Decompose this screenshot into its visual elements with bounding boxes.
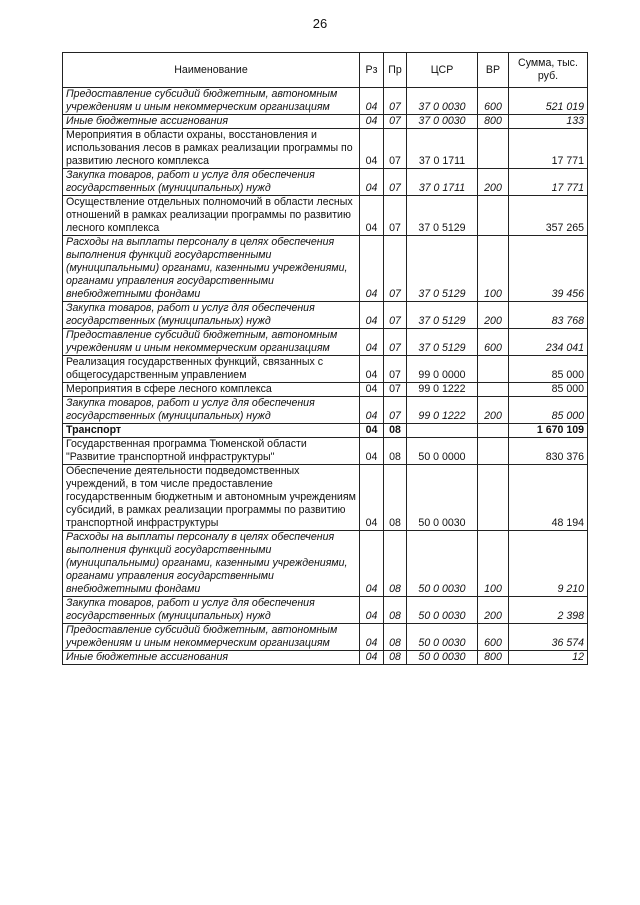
table-row <box>63 651 588 665</box>
cell-sum: 17 771 <box>509 169 588 196</box>
cell-vr <box>478 438 509 465</box>
cell-rz: 04 <box>360 356 384 383</box>
table-row <box>63 597 588 624</box>
cell-rz: 04 <box>360 169 384 196</box>
cell-rz: 04 <box>360 236 384 302</box>
cell-rz: 04 <box>360 88 384 115</box>
cell-csr: 37 0 5129 <box>407 196 478 236</box>
cell-pr: 08 <box>384 597 407 624</box>
cell-vr: 600 <box>478 329 509 356</box>
cell-pr: 07 <box>384 88 407 115</box>
cell-sum: 133 <box>509 115 588 129</box>
header-vr: ВР <box>478 53 509 88</box>
cell-vr <box>478 196 509 236</box>
table-row <box>63 115 588 129</box>
table-row <box>63 383 588 397</box>
cell-pr: 07 <box>384 196 407 236</box>
table-row <box>63 329 588 356</box>
cell-vr <box>478 424 509 438</box>
cell-vr: 800 <box>478 115 509 129</box>
cell-name: Закупка товаров, работ и услуг для обеспечения государственных (муниципальных) нужд <box>63 597 360 624</box>
cell-rz: 04 <box>360 624 384 651</box>
cell-sum: 83 768 <box>509 302 588 329</box>
cell-sum: 17 771 <box>509 129 588 169</box>
cell-sum: 85 000 <box>509 383 588 397</box>
cell-rz: 04 <box>360 597 384 624</box>
cell-name: Транспорт <box>63 424 360 438</box>
cell-rz: 04 <box>360 424 384 438</box>
cell-vr: 800 <box>478 651 509 665</box>
cell-rz: 04 <box>360 531 384 597</box>
cell-name: Расходы на выплаты персоналу в целях обеспечения выполнения функций государственными (муниципальными) органами, казенными учреждениями, органами управления государственными внебюджетными фондами <box>63 531 360 597</box>
table-body <box>63 88 588 665</box>
cell-pr: 08 <box>384 651 407 665</box>
table-row <box>63 302 588 329</box>
cell-sum: 85 000 <box>509 397 588 424</box>
cell-csr: 99 0 1222 <box>407 383 478 397</box>
cell-name: Закупка товаров, работ и услуг для обеспечения государственных (муниципальных) нужд <box>63 302 360 329</box>
cell-csr: 99 0 0000 <box>407 356 478 383</box>
cell-pr: 08 <box>384 624 407 651</box>
cell-vr: 200 <box>478 597 509 624</box>
cell-vr <box>478 356 509 383</box>
cell-csr: 50 0 0030 <box>407 465 478 531</box>
cell-name: Реализация государственных функций, связанных с общегосударственным управлением <box>63 356 360 383</box>
cell-name: Закупка товаров, работ и услуг для обеспечения государственных (муниципальных) нужд <box>63 169 360 196</box>
cell-sum: 36 574 <box>509 624 588 651</box>
cell-name: Предоставление субсидий бюджетным, автономным учреждениям и иным некоммерческим организациям <box>63 88 360 115</box>
cell-csr: 37 0 0030 <box>407 88 478 115</box>
cell-vr: 600 <box>478 88 509 115</box>
header-csr: ЦСР <box>407 53 478 88</box>
cell-csr: 37 0 5129 <box>407 329 478 356</box>
cell-name: Обеспечение деятельности подведомственных учреждений, в том числе предоставление государственным бюджетным и автономным учреждениям субсидий, в рамках реализации программы по развитию транспортной инфраструктуры <box>63 465 360 531</box>
cell-vr: 200 <box>478 169 509 196</box>
cell-name: Мероприятия в сфере лесного комплекса <box>63 383 360 397</box>
cell-pr: 08 <box>384 438 407 465</box>
table-row <box>63 531 588 597</box>
cell-pr: 08 <box>384 531 407 597</box>
cell-sum: 1 670 109 <box>509 424 588 438</box>
cell-pr: 08 <box>384 424 407 438</box>
cell-csr: 50 0 0030 <box>407 597 478 624</box>
cell-vr: 200 <box>478 302 509 329</box>
cell-csr: 50 0 0030 <box>407 624 478 651</box>
cell-name: Осуществление отдельных полномочий в области лесных отношений в рамках реализации программы по развитию лесного комплекса <box>63 196 360 236</box>
cell-vr: 100 <box>478 236 509 302</box>
table-row <box>63 465 588 531</box>
cell-name: Закупка товаров, работ и услуг для обеспечения государственных (муниципальных) нужд <box>63 397 360 424</box>
cell-pr: 07 <box>384 397 407 424</box>
table-row <box>63 236 588 302</box>
table-row <box>63 356 588 383</box>
cell-csr: 50 0 0000 <box>407 438 478 465</box>
cell-csr <box>407 424 478 438</box>
cell-sum: 39 456 <box>509 236 588 302</box>
cell-rz: 04 <box>360 465 384 531</box>
table-row <box>63 624 588 651</box>
cell-pr: 07 <box>384 356 407 383</box>
header-sum: Сумма, тыс. руб. <box>509 53 588 88</box>
cell-rz: 04 <box>360 196 384 236</box>
cell-vr: 200 <box>478 397 509 424</box>
table-row <box>63 129 588 169</box>
budget-table <box>62 52 588 665</box>
cell-csr: 50 0 0030 <box>407 651 478 665</box>
cell-rz: 04 <box>360 651 384 665</box>
cell-name: Мероприятия в области охраны, восстановления и использования лесов в рамках реализации программы по развитию лесного комплекса <box>63 129 360 169</box>
cell-sum: 357 265 <box>509 196 588 236</box>
cell-sum: 234 041 <box>509 329 588 356</box>
cell-pr: 07 <box>384 169 407 196</box>
table-row <box>63 424 588 438</box>
cell-rz: 04 <box>360 129 384 169</box>
cell-rz: 04 <box>360 115 384 129</box>
cell-name: Государственная программа Тюменской области "Развитие транспортной инфраструктуры" <box>63 438 360 465</box>
table-row <box>63 397 588 424</box>
header-name: Наименование <box>63 53 360 88</box>
cell-csr: 37 0 5129 <box>407 302 478 329</box>
cell-sum: 521 019 <box>509 88 588 115</box>
cell-rz: 04 <box>360 397 384 424</box>
cell-pr: 07 <box>384 383 407 397</box>
cell-name: Предоставление субсидий бюджетным, автономным учреждениям и иным некоммерческим организациям <box>63 624 360 651</box>
header-rz: Рз <box>360 53 384 88</box>
cell-vr <box>478 383 509 397</box>
cell-sum: 2 398 <box>509 597 588 624</box>
cell-csr: 37 0 1711 <box>407 169 478 196</box>
cell-name: Расходы на выплаты персоналу в целях обеспечения выполнения функций государственными (муниципальными) органами, казенными учреждениями, органами управления государственными внебюджетными фондами <box>63 236 360 302</box>
cell-name: Предоставление субсидий бюджетным, автономным учреждениям и иным некоммерческим организациям <box>63 329 360 356</box>
table-row <box>63 88 588 115</box>
cell-rz: 04 <box>360 329 384 356</box>
table-row <box>63 438 588 465</box>
cell-csr: 37 0 0030 <box>407 115 478 129</box>
cell-pr: 07 <box>384 129 407 169</box>
cell-sum: 9 210 <box>509 531 588 597</box>
cell-sum: 48 194 <box>509 465 588 531</box>
cell-pr: 07 <box>384 236 407 302</box>
cell-pr: 07 <box>384 302 407 329</box>
cell-csr: 99 0 1222 <box>407 397 478 424</box>
cell-vr: 600 <box>478 624 509 651</box>
cell-rz: 04 <box>360 438 384 465</box>
cell-sum: 85 000 <box>509 356 588 383</box>
table-row <box>63 169 588 196</box>
cell-csr: 37 0 5129 <box>407 236 478 302</box>
cell-rz: 04 <box>360 302 384 329</box>
page-number: 26 <box>312 16 328 31</box>
cell-pr: 08 <box>384 465 407 531</box>
cell-vr: 100 <box>478 531 509 597</box>
table-header-row <box>63 53 588 88</box>
cell-name: Иные бюджетные ассигнования <box>63 115 360 129</box>
header-pr: Пр <box>384 53 407 88</box>
cell-rz: 04 <box>360 383 384 397</box>
cell-sum: 12 <box>509 651 588 665</box>
table-row <box>63 196 588 236</box>
cell-pr: 07 <box>384 329 407 356</box>
cell-name: Иные бюджетные ассигнования <box>63 651 360 665</box>
cell-vr <box>478 129 509 169</box>
cell-vr <box>478 465 509 531</box>
cell-sum: 830 376 <box>509 438 588 465</box>
cell-csr: 37 0 1711 <box>407 129 478 169</box>
cell-pr: 07 <box>384 115 407 129</box>
cell-csr: 50 0 0030 <box>407 531 478 597</box>
